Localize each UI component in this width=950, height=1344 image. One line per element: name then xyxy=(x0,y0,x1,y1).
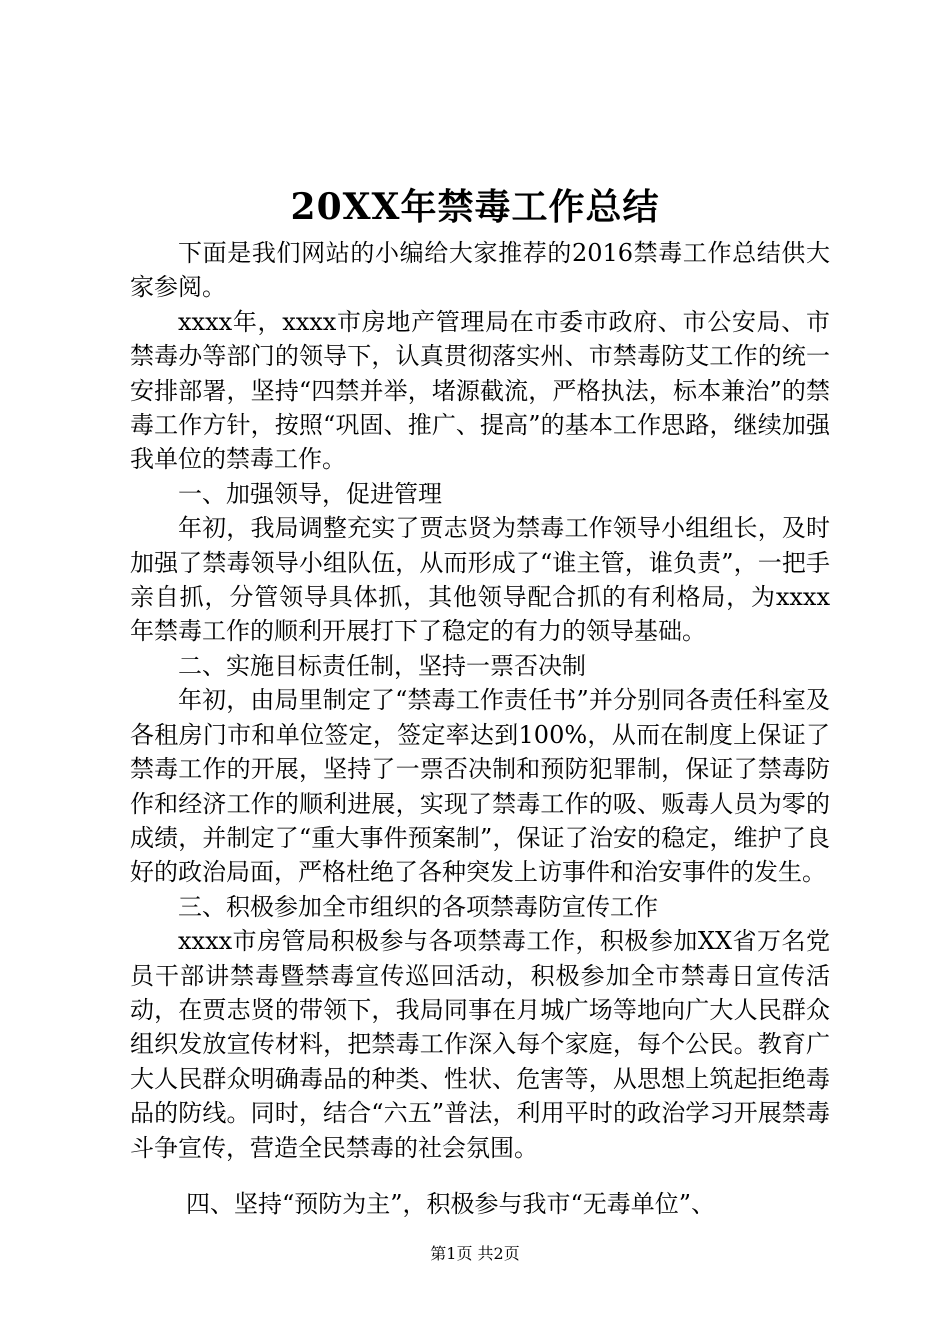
paragraph-intro: 下面是我们网站的小编给大家推荐的2016禁毒工作总结供大家参阅。 xyxy=(130,239,830,302)
paragraph-section-3: xxxx市房管局积极参与各项禁毒工作，积极参加XX省万名党员干部讲禁毒暨禁毒宣传巡回活动，积极参加全市禁毒日宣传活动，在贾志贤的带领下，我局同事在月城广场等地向广大人民群众组织发放宣传材料，把禁毒工作深入每个家庭，每个公民。教育广大人民群众明确毒品的种类、性状、危害等，从思想上筑起拒绝毒品的防线。同时，结合“六五”普法，利用平时的政治学习开展禁毒斗争宣传，营造全民禁毒的社会氛围。 xyxy=(130,927,830,1162)
page-number-footer: 第1页 共2页 xyxy=(430,1244,520,1263)
section-heading-2: 二、实施目标责任制，坚持一票否决制 xyxy=(178,651,586,680)
section-heading-3: 三、积极参加全市组织的各项禁毒防宣传工作 xyxy=(178,892,658,921)
paragraph-section-2: 年初，由局里制定了“禁毒工作责任书”并分别同各责任科室及各租房门市和单位签定，签定率达到100%，从而在制度上保证了禁毒工作的开展，坚持了一票否决制和预防犯罪制，保证了禁毒防作和经济工作的顺利进展，实现了禁毒工作的吸、贩毒人员为零的成绩，并制定了“重大事件预案制”，保证了治安的稳定，维护了良好的政治局面，严格杜绝了各种突发上访事件和治安事件的发生。 xyxy=(130,686,830,887)
document-body xyxy=(130,236,830,1221)
document-title: 20XX年禁毒工作总结 xyxy=(290,186,660,228)
paragraph-overview: xxxx年，xxxx市房地产管理局在市委市政府、市公安局、市禁毒办等部门的领导下，认真贯彻落实州、市禁毒防艾工作的统一安排部署，坚持“四禁并举，堵源截流，严格执法，标本兼治”的禁毒工作方针，按照“巩固、推广、提高”的基本工作思路，继续加强我单位的禁毒工作。 xyxy=(130,307,830,474)
section-heading-4: 四、坚持“预防为主”，积极参与我市“无毒单位”、 xyxy=(186,1189,716,1218)
section-heading-1: 一、加强领导，促进管理 xyxy=(178,479,442,508)
paragraph-section-1: 年初，我局调整充实了贾志贤为禁毒工作领导小组组长，及时加强了禁毒领导小组队伍，从而形成了“谁主管，谁负责”，一把手亲自抓，分管领导具体抓，其他领导配合抓的有利格局，为xxxx年禁毒工作的顺利开展打下了稳定的有力的领导基础。 xyxy=(130,514,830,646)
